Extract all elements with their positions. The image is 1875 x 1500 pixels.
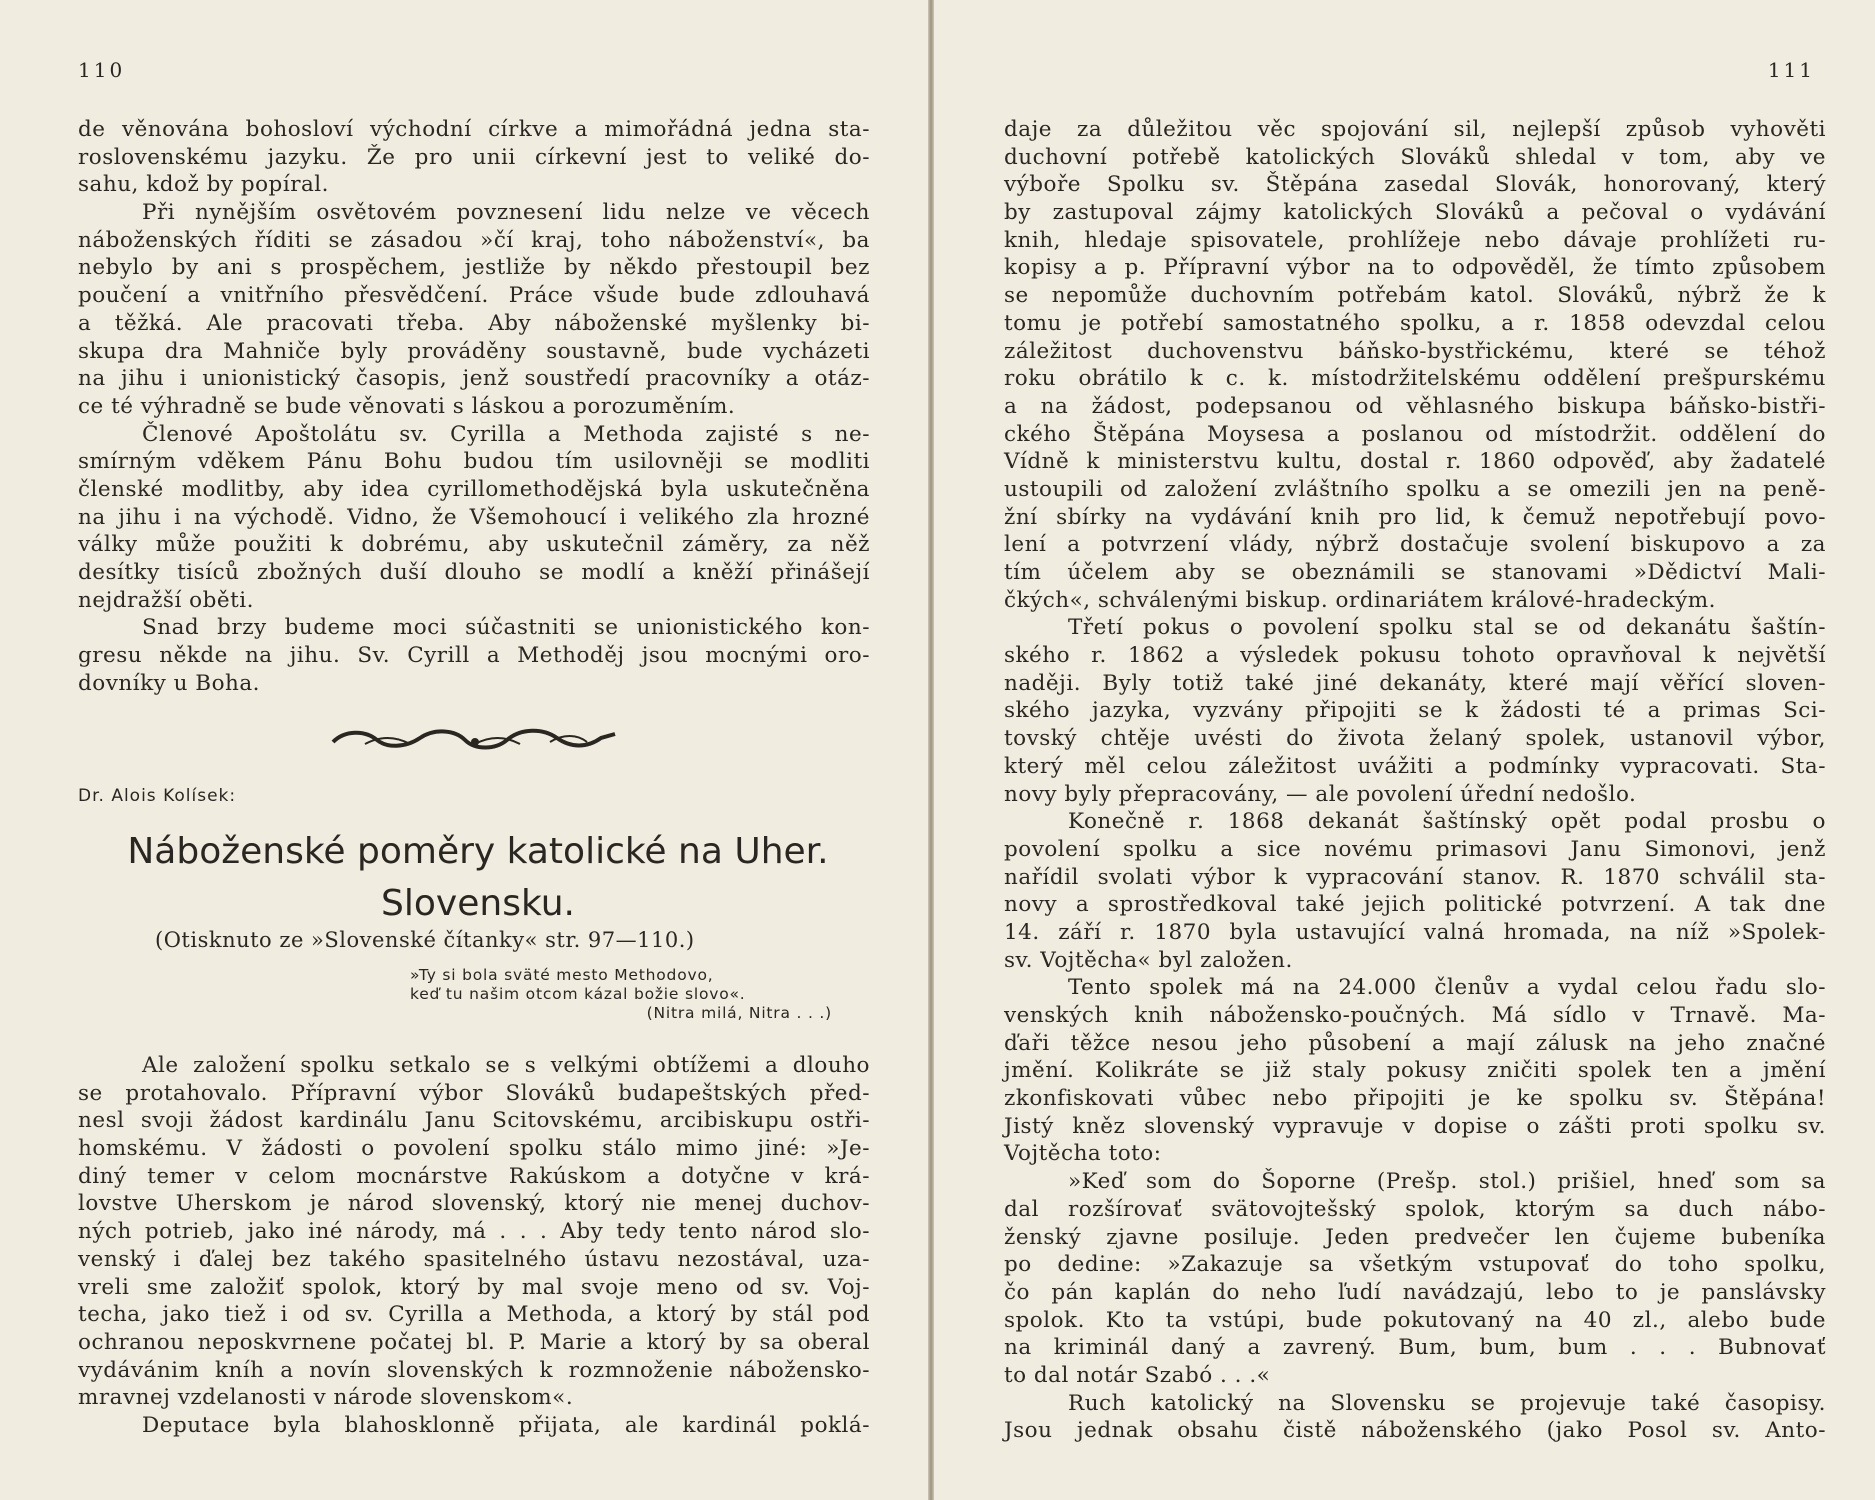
ornament-divider xyxy=(325,722,625,760)
text-line: Při nynějším osvětovém povznesení lidu nelze ve věcech xyxy=(142,200,870,226)
text-line: de věnována bohosloví východní církve a mimořádná jedna sta- xyxy=(78,117,870,142)
text-line: války může použiti k dobrému, aby uskutečnil záměry, za něž xyxy=(78,532,870,558)
text-line: tomu je potřebí samostatného spolku, a r. 1858 odevzdal celou xyxy=(1004,310,1826,336)
text-line: mravnej vzdelanosti v národe slovenskom«. xyxy=(78,1385,574,1411)
text-line: čo pán kaplán do neho ľudí navádzajú, lebo to je panslávsky xyxy=(1004,1279,1826,1305)
text-line: náboženských říditi se zásadou »čí kraj, toho náboženství«, ba xyxy=(78,227,870,253)
text-line: Jistý kněz slovenský vypravuje v dopise o zášti proti spolku sv. xyxy=(1004,1113,1826,1139)
epigraph-line: keď tu našim otcom kázal božie slovo«. xyxy=(410,985,746,1003)
text-line: daje za důležitou věc spojování sil, nejlepší způsob vyhověti xyxy=(1004,117,1826,142)
text-line: ckého Štěpána Moysesa a poslanou od místodržit. oddělení do xyxy=(1004,421,1826,447)
left-top-text xyxy=(78,116,870,697)
text-line: na kriminál daný a zavrený. Bum, bum, bum . . . Bubnovať xyxy=(1004,1335,1826,1361)
left-page xyxy=(0,0,928,1500)
text-line: venských knih nábožensko-poučných. Má sídlo v Trnavě. Ma- xyxy=(1004,1003,1826,1028)
text-line: kopisy a p. Přípravní výbor na to odpověděl, že tímto způsobem xyxy=(1004,255,1826,281)
text-line: členské modlitby, aby idea cyrillomethodějská byla uskutečněna xyxy=(78,476,870,502)
text-line: ského r. 1862 a výsledek pokusu tohoto opravňoval k největší xyxy=(1004,643,1826,669)
text-line: zkonfiskovati vůbec nebo připojiti je ke spolku sv. Štěpána! xyxy=(1004,1086,1826,1112)
right-body-text xyxy=(1004,116,1826,1445)
text-line: venský i ďalej bez takého spasitelného ústavu nezostával, uza- xyxy=(78,1246,870,1272)
text-line: lení a potvrzení vlády, nýbrž dostačuje svolení biskupovo a za xyxy=(1004,532,1826,558)
text-line: dovníky u Boha. xyxy=(78,670,261,696)
text-line: Deputace byla blahosklonně přijata, ale kardinál poklá- xyxy=(142,1412,870,1438)
epigraph-line: »Ty si bola sväté mesto Methodovo, xyxy=(410,966,714,984)
article-title xyxy=(78,826,878,930)
text-line: vydávánim kníh a novín slovenských k rozmnoženie nábožensko- xyxy=(78,1357,870,1383)
text-line: který měl celou záležitost uvážiti a podmínky vypracovati. Sta- xyxy=(1004,753,1826,779)
author-name: Dr. Alois Kolísek: xyxy=(78,786,237,806)
text-line: se protahovalo. Přípravní výbor Slováků budapeštských před- xyxy=(78,1080,870,1106)
text-line: ďaři těžce nesou jeho působení a mají zálusk na jeho značné xyxy=(1004,1030,1826,1056)
text-line: a na žádost, podepsanou od věhlasného biskupa báňsko-bistři- xyxy=(1004,393,1826,419)
text-line: lovstve Uherskom je národ slovenský, ktorý nie menej duchov- xyxy=(78,1191,870,1217)
text-line: po dedine: »Zakazuje sa všetkým vstupovať do toho spolku, xyxy=(1004,1252,1826,1278)
page-number-left: 110 xyxy=(78,58,126,82)
title-line-2: Slovensku. xyxy=(381,883,575,924)
text-line: gresu někde na jihu. Sv. Cyrill a Methoděj jsou mocnými oro- xyxy=(78,643,870,669)
text-line: sahu, kdož by popíral. xyxy=(78,172,330,198)
text-line: Ruch katolický na Slovensku se projevuje také časopisy. xyxy=(1068,1390,1826,1416)
text-line: roku obrátilo k c. k. místodržitelskému oddělení prešpurskému xyxy=(1004,366,1826,392)
text-line: sv. Vojtěcha« byl založen. xyxy=(1004,947,1293,973)
text-line: novy byly přepracovány, — ale povolení úřední nedošlo. xyxy=(1004,781,1637,807)
text-line: nebylo by ani s prospěchem, jestliže by někdo přestoupil bez xyxy=(78,255,870,281)
left-bottom-text xyxy=(78,1052,870,1440)
text-line: smírným vděkem Pánu Bohu budou tím usilovněji se modliti xyxy=(78,449,870,475)
text-line: nejdražší oběti. xyxy=(78,587,254,613)
right-page xyxy=(934,0,1875,1500)
text-line: ského jazyka, vyzvány připojiti se k žádosti té a primas Sci- xyxy=(1004,698,1826,724)
text-line: na jihu i na východě. Vidno, že Všemohoucí i velikého zla hrozné xyxy=(78,504,870,530)
epigraph xyxy=(410,966,838,1023)
text-line: naději. Byly totiž také jiné dekanáty, které mají věřící sloven- xyxy=(1004,670,1826,696)
text-line: Tento spolek má na 24.000 členův a vydal celou řadu slo- xyxy=(1068,975,1826,1001)
text-line: roslovenskému jazyku. Že pro unii církevní jest to veliké do- xyxy=(78,144,870,170)
text-line: tovský chtěje uvésti do života želaný spolek, ustanovil výbor, xyxy=(1004,726,1826,752)
text-line: diný temer v celom mocnárstve Rakúskom a dotyčne v krá- xyxy=(78,1163,870,1189)
text-line: záležitost duchovenstvu báňsko-bystřickému, které se téhož xyxy=(1004,338,1826,364)
text-line: a těžká. Ale pracovati třeba. Aby náboženské myšlenky bi- xyxy=(78,310,870,336)
text-line: ce té výhradně se bude věnovati s láskou a porozuměním. xyxy=(78,393,736,419)
text-line: Třetí pokus o povolení spolku stal se od dekanátu šaštín- xyxy=(1068,615,1826,641)
text-line: to dal notár Szabó . . .« xyxy=(1004,1362,1271,1388)
text-line: Vojtěcha toto: xyxy=(1004,1141,1162,1167)
text-line: Ale založení spolku setkalo se s velkými obtížemi a dlouho xyxy=(142,1053,870,1078)
text-line: dal rozšírovať svätovojtešský spolok, ktorým sa duch nábo- xyxy=(1004,1196,1826,1222)
text-line: poučení a vnitřního přesvědčení. Práce všude bude zdlouhavá xyxy=(78,283,870,309)
text-line: ochranou neposkvrnene počatej bl. P. Marie a ktorý by sa oberal xyxy=(78,1329,870,1355)
text-line: spolok. Kto ta vstúpi, bude pokutovaný na 40 zl., alebo bude xyxy=(1004,1307,1826,1333)
text-line: ných potrieb, jako iné národy, má . . . Aby tedy tento národ slo- xyxy=(78,1219,870,1245)
text-line: novy a sprostředkoval také jejich politické potvrzení. A tak dne xyxy=(1004,892,1826,918)
text-line: Členové Apoštolátu sv. Cyrilla a Methoda zajisté s ne- xyxy=(142,421,870,447)
text-line: homskému. V žádosti o povolení spolku stálo mimo jiné: »Je- xyxy=(78,1136,870,1162)
text-line: techa, jako tiež i od sv. Cyrilla a Methoda, a ktorý by stál pod xyxy=(78,1302,870,1328)
text-line: 14. září r. 1870 byla ustavující valná hromada, na níž »Spolek- xyxy=(1004,919,1826,945)
text-line: vreli sme založiť spolok, ktorý by mal svoje meno od sv. Voj- xyxy=(78,1274,870,1300)
text-line: čkých«, schválenými biskup. ordinariátem králové-hradeckým. xyxy=(1004,587,1717,613)
title-line-1: Náboženské poměry katolické na Uher. xyxy=(127,831,829,872)
text-line: žní sbírky na vydávání knih pro lid, k čemuž nepotřebují povo- xyxy=(1004,504,1826,530)
text-line: by zastupoval zájmy katolických Slováků a pečoval o vydávání xyxy=(1004,200,1826,226)
epigraph-source: (Nitra milá, Nitra . . .) xyxy=(646,1004,832,1022)
text-line: nesl svoji žádost kardinálu Janu Scitovskému, arcibiskupu ostři- xyxy=(78,1108,870,1134)
text-line: duchovní potřebě katolických Slováků shledal v tom, aby ve xyxy=(1004,144,1826,170)
text-line: Konečně r. 1868 dekanát šaštínský opět podal prosbu o xyxy=(1068,809,1826,835)
text-line: se nepomůže duchovním potřebám katol. Slováků, nýbrž že k xyxy=(1004,283,1826,309)
text-line: desítky tisíců zbožných duší dlouho se modlí a kněží přinášejí xyxy=(78,560,870,585)
text-line: tím účelem aby se obeznámili se stanovami »Dědictví Mali- xyxy=(1004,560,1826,585)
text-line: nařídil svolati výbor k vypracování stanov. R. 1870 schválil sta- xyxy=(1004,864,1826,890)
page-number-right: 111 xyxy=(1767,58,1815,82)
text-line: knih, hledaje spisovatele, prohlížeje nebo dávaje prohlížeti ru- xyxy=(1004,227,1826,253)
text-line: Snad brzy budeme moci súčastniti se unionistického kon- xyxy=(142,615,870,641)
text-line: na jihu i unionistický časopis, jenž soustředí pracovníky a otáz- xyxy=(78,366,870,392)
text-line: ustoupili od založení zvláštního spolku a se omezili jen na peně- xyxy=(1004,476,1826,502)
text-line: povolení spolku a sice novému primasovi Janu Simonovi, jenž xyxy=(1004,836,1826,862)
text-line: skupa dra Mahniče byly prováděny soustavně, bude vycházeti xyxy=(78,338,870,364)
text-line: Jsou jednak obsahu čistě náboženského (jako Posol sv. Anto- xyxy=(1004,1418,1826,1444)
text-line: výboře Spolku sv. Štěpána zasedal Slovák, honorovaný, který xyxy=(1004,172,1826,198)
text-line: jmění. Kolikráte se již staly pokusy zničiti spolek ten a jmění xyxy=(1004,1058,1826,1084)
text-line: Vídně k ministerstvu kultu, dostal r. 1860 odpověď, aby žadatelé xyxy=(1004,449,1826,475)
article-subtitle: (Otisknuto ze »Slovenské čítanky« str. 97—110.) xyxy=(155,928,695,952)
text-line: »Keď som do Šoporne (Prešp. stol.) prišiel, hneď som sa xyxy=(1068,1169,1826,1195)
text-line: ženský zjavne posiluje. Jeden predvečer len čujeme bubeníka xyxy=(1004,1224,1826,1250)
